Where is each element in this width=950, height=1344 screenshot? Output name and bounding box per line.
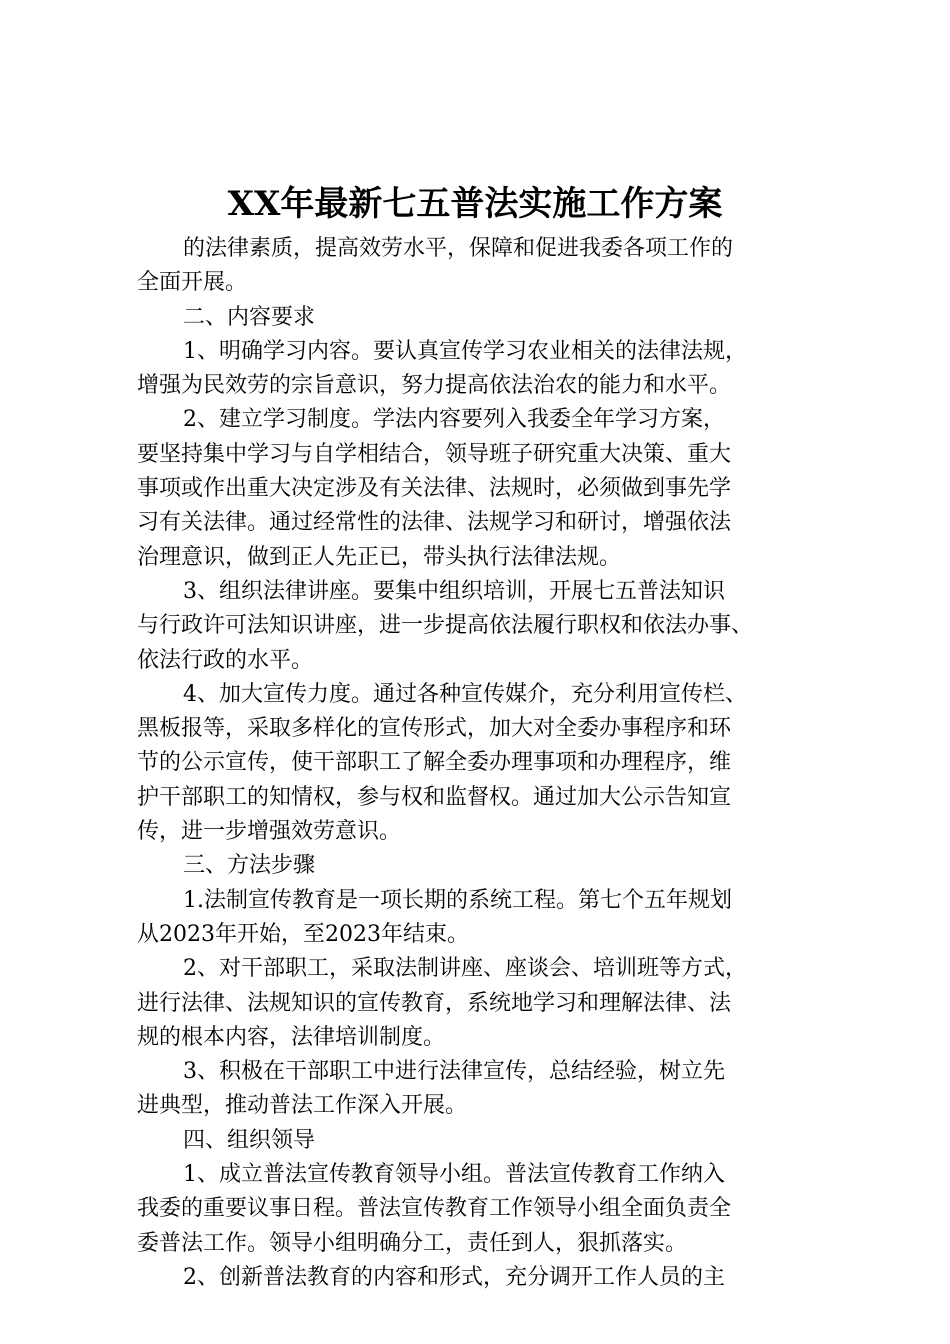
document-title: XX年最新七五普法实施工作方案 [227,184,723,224]
text-line: 黑板报等，采取多样化的宣传形式，加大对全委办事程序和环 [137,716,732,742]
text-line: 与行政许可法知识讲座，进一步提高依法履行职权和依法办事、 [137,613,754,639]
text-line: 习有关法律。通过经常性的法律、法规学习和研讨，增强依法 [137,510,732,536]
text-line: 1、明确学习内容。要认真宣传学习农业相关的法律法规， [183,338,747,364]
text-line: 依法行政的水平。 [137,647,314,673]
text-line: 的法律素质，提高效劳水平，保障和促进我委各项工作的 [183,236,734,261]
text-line: 规的根本内容，法律培训制度。 [137,1024,446,1050]
text-line: 进典型，推动普法工作深入开展。 [137,1093,468,1119]
text-line: 委普法工作。领导小组明确分工，责任到人，狠抓落实。 [137,1230,688,1256]
text-line: 二、内容要求 [183,304,316,330]
text-line: 三、方法步骤 [183,853,316,879]
text-line: 1、成立普法宣传教育领导小组。普法宣传教育工作纳入 [183,1162,725,1188]
document-body [137,232,837,1295]
text-line: 节的公示宣传，使干部职工了解全委办理事项和办理程序，维 [137,750,732,776]
text-line: 要坚持集中学习与自学相结合，领导班子研究重大决策、重大 [137,441,732,467]
text-line: 治理意识，做到正人先正已，带头执行法律法规。 [137,544,622,570]
text-line: 2、建立学习制度。学法内容要列入我委全年学习方案， [183,407,725,433]
text-line: 进行法律、法规知识的宣传教育，系统地学习和理解法律、法 [137,990,732,1016]
text-line: 3、组织法律讲座。要集中组织培训，开展七五普法知识 [183,578,725,604]
text-line: 从2023年开始，至2023年结束。 [137,921,469,947]
text-line: 我委的重要议事日程。普法宣传教育工作领导小组全面负责全 [137,1196,732,1222]
text-line: 2、对干部职工，采取法制讲座、座谈会、培训班等方式， [183,956,747,982]
text-line: 2、创新普法教育的内容和形式，充分调开工作人员的主 [183,1264,725,1290]
text-line: 事项或作出重大决定涉及有关法律、法规时，必须做到事先学 [137,476,732,502]
text-line: 传，进一步增强效劳意识。 [137,819,402,845]
text-line: 四、组织领导 [183,1127,316,1153]
text-line: 1.法制宣传教育是一项长期的系统工程。第七个五年规划 [183,887,732,913]
text-line: 4、加大宣传力度。通过各种宣传媒介，充分利用宣传栏、 [183,681,747,707]
text-line: 3、积极在干部职工中进行法律宣传，总结经验，树立先 [183,1059,725,1085]
text-line: 护干部职工的知情权，参与权和监督权。通过加大公示告知宣 [137,784,732,810]
text-line: 全面开展。 [137,270,248,296]
text-line: 增强为民效劳的宗旨意识，努力提高依法治农的能力和水平。 [137,373,732,399]
